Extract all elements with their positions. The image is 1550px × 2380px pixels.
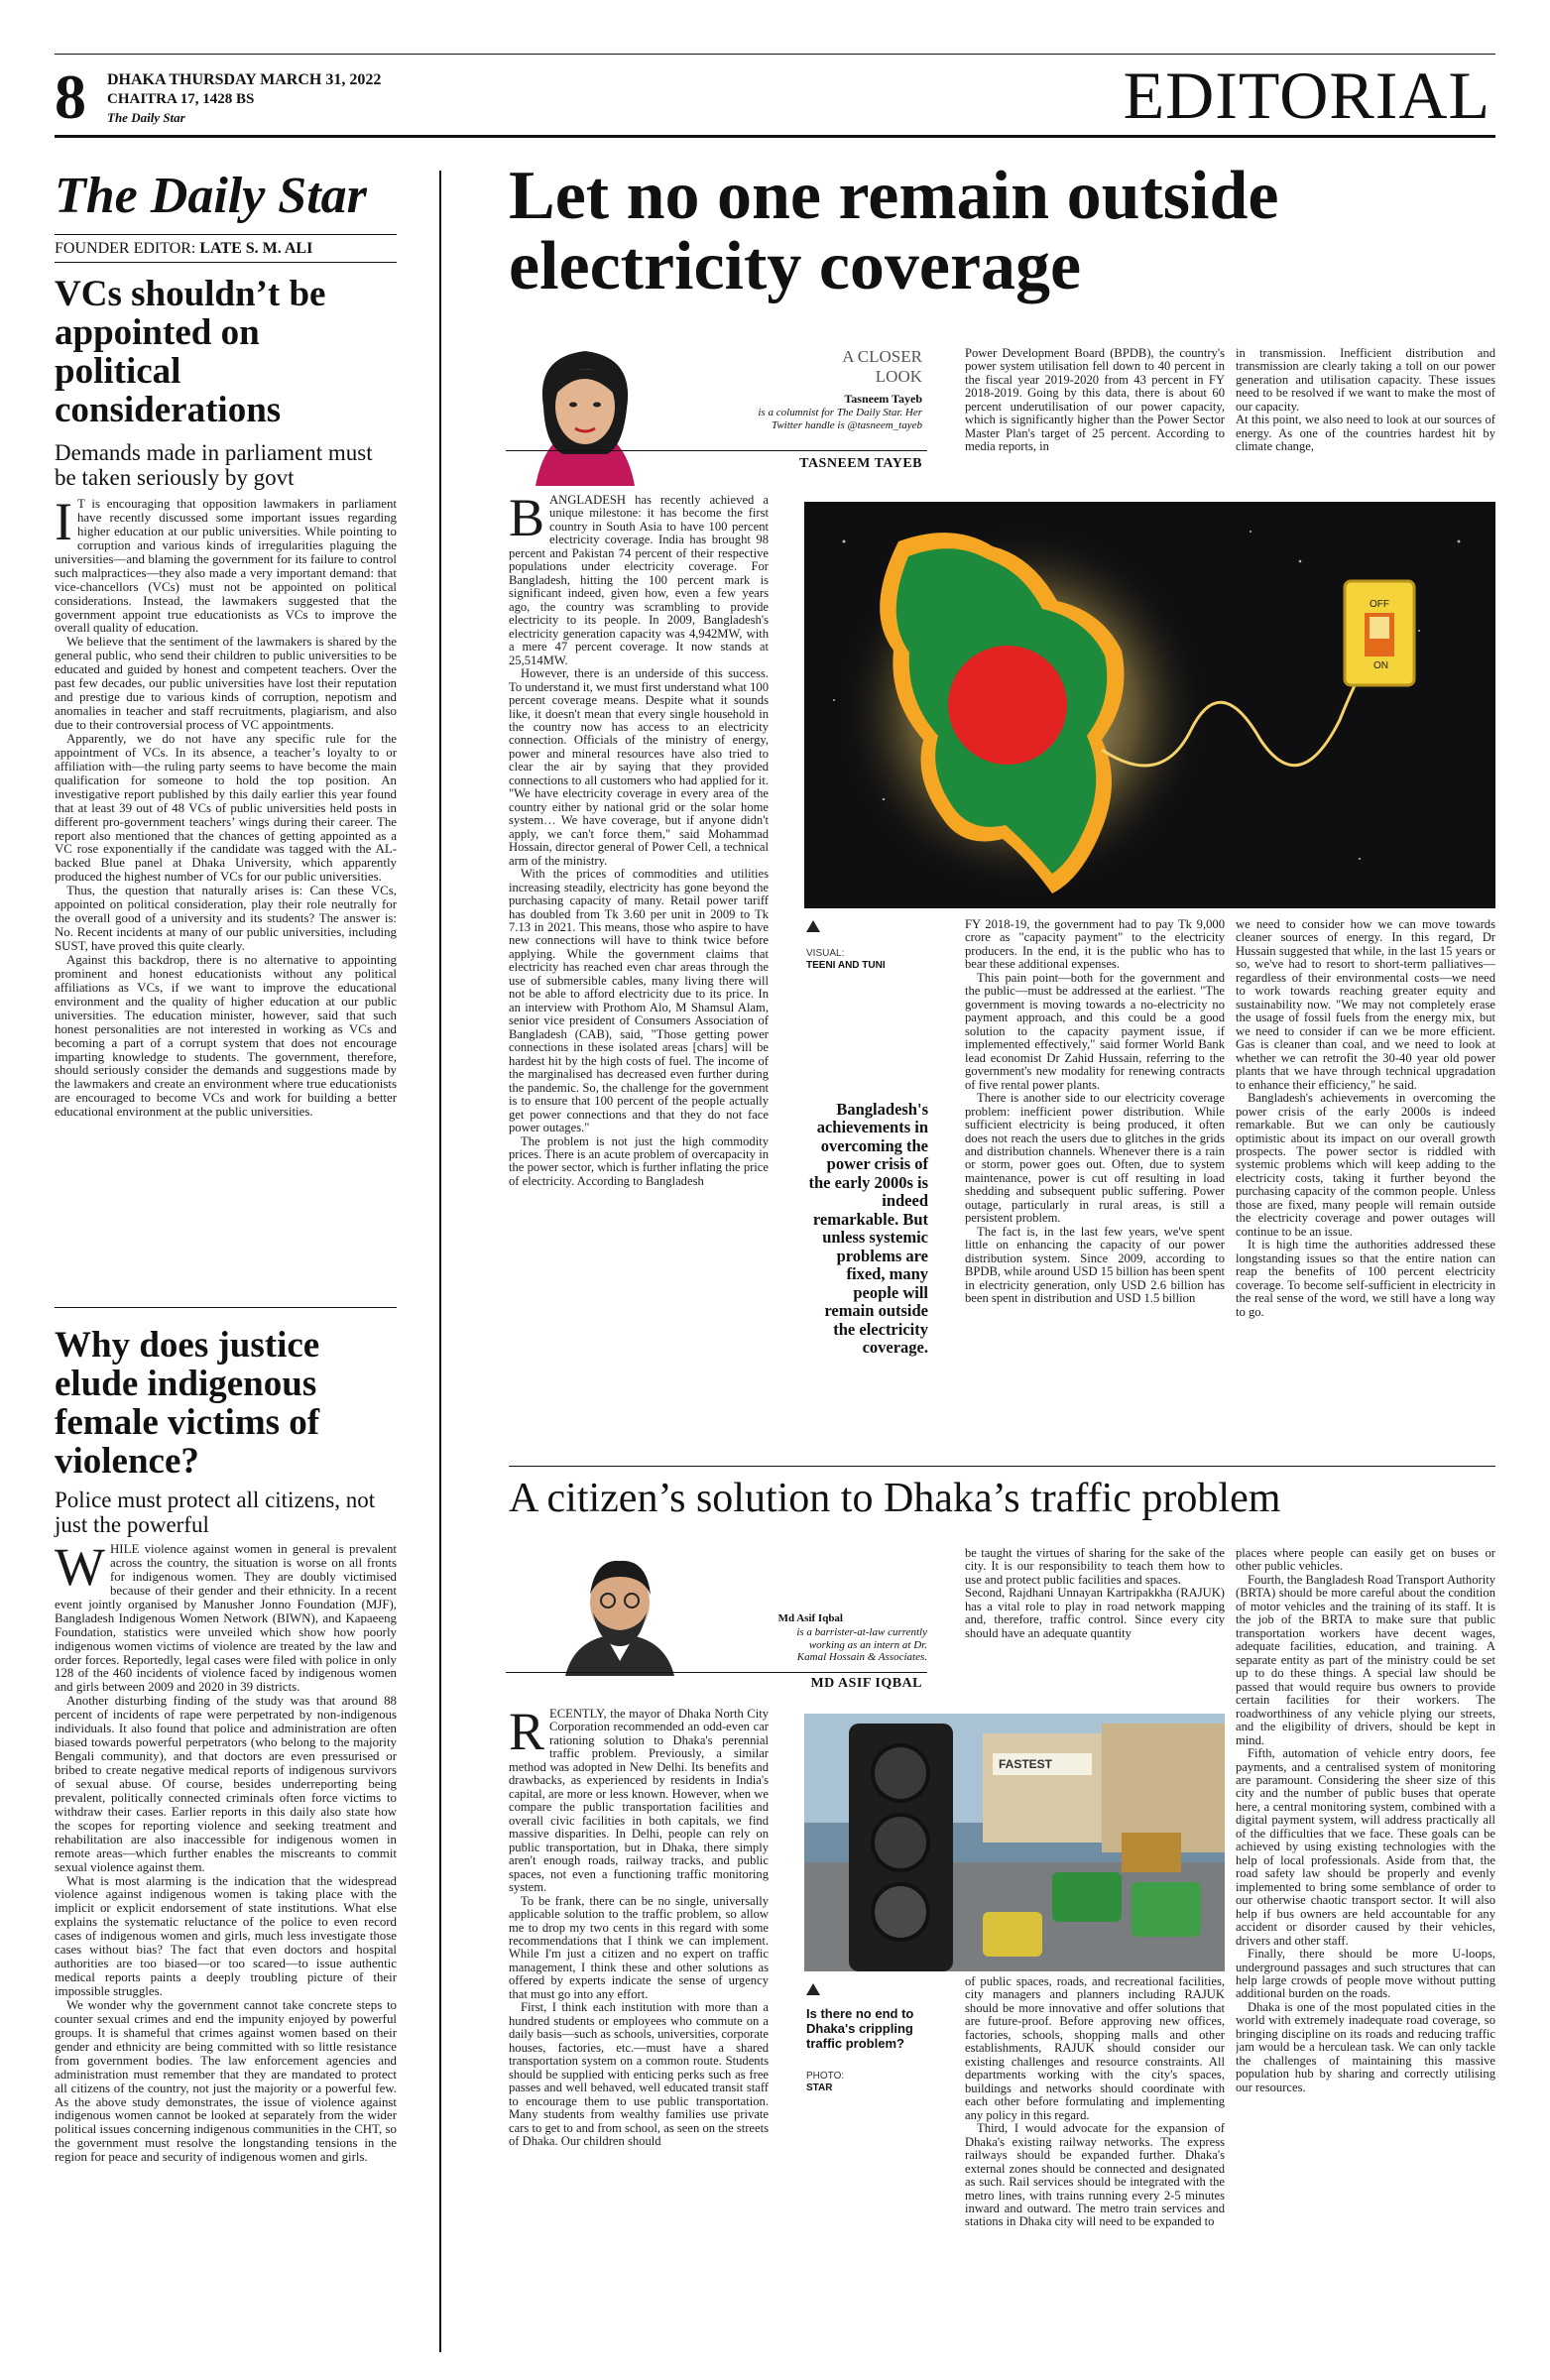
column-name: A CLOSER LOOK [842, 347, 922, 386]
founder-editor [55, 240, 312, 258]
main-para: Bangladesh's achievements in overcoming the power crisis of the early 2000s is indeed remarkable. But we can only be cautiously optimistic about its impact on our overall growth prospects. The power sector is riddled with systemic problems which will keep adding to the electricity costs, taking it further beyond the purchasing capacity of the common people. Unless those are fixed, many people will remain outside the electricity coverage and power outages will continue to be an issue. [1236, 1091, 1495, 1239]
editorial-2-title: Why does justice elude indigenous female victims of violence? [55, 1325, 320, 1482]
shop-sign-text: FASTEST [999, 1757, 1053, 1771]
ed2-para: Another disturbing finding of the study was that around 88 percent of incidents of rape were perpetrated by non-indigenous individuals. It also found that police and administration are often biased towards powerful perpetrators (who belong to the majority Bengali community), and that doctors are even pressurised or bribed to create negative medical reports of indigenous survivors of sexual abuse. Of course, besides underreporting being prevalent, politically connected criminals often force victims to withdraw their cases. Earlier reports in this daily also state how the scopes for reporting violence and seeking treatment and rehabilitation are also inaccessible for indigenous women in remote areas—which further enables the miscreants to commit sexual violence against them. [55, 1694, 397, 1874]
traffic-para: To be frank, there can be no single, universally applicable solution to the traffic problem, so allow me to drop my two cents in this regard with some recommendations that I think we can implement. While I'm just a citizen and no expert on traffic management, I think these and other solutions as offered by experts indicate the sense of urgency that must go into any effort. [509, 1893, 769, 2001]
main-col2-top: Power Development Board (BPDB), the country's power system utilisation fell down to 40 percent in the fiscal year 2019-2020 from 43 percent in FY 2018-2019. Going by this data, there is about 60 percent underutilisation of our power capacity, which is significantly higher than the Power Sector Master Plan's target of 25 percent. According to media reports, in [965, 347, 1225, 454]
editorial-1-title: VCs shouldn’t be appointed on political considerations [55, 274, 326, 430]
main-para: The fact is, in the last few years, we've spent little on enhancing the capacity of our power distribution system. Since 2009, according to BPDB, while around USD 15 billion has been spent in electricity generation, only USD 2.6 billion has been spent in distribution and USD 1.5 billion [965, 1224, 1225, 1306]
traffic-col1 [509, 1708, 769, 2360]
ed2-para: What is most alarming is the indication that the widespread violence against indigenous women is taking place with the implicit or explicit endorsement of state institutions. What else explains the systematic reluctance of the police to even record cases of indigenous women and girls, much less investigate those cases without bias? The fact that even doctors and hospital authorities are too biased—or too scared—to issue authentic medical reports paints a deeply troubling picture of their impossible struggles. [55, 1873, 397, 1998]
founder-name: LATE S. M. ALI [199, 240, 313, 257]
top-rule [55, 54, 1495, 55]
triangle-icon [806, 1983, 820, 1995]
logo-rule [55, 234, 397, 235]
visual-credit: TEENI AND TUNI [806, 960, 886, 971]
author-bio: is a columnist for The Daily Star. Her Twitter handle is @tasneem_tayeb [758, 407, 922, 431]
ed1-para: T is encouraging that opposition lawmakers in parliament have recently discussed some important issues regarding higher education at our public universities. While pointing to corruption and various kinds of irregularities plaguing the universities—and blaming the government for its failure to control such malpractices—they also made a very important demand: that vice-chancellors (VCs) must not be appointed on political considerations. Instead, the lawmakers suggested that the government appoint true educationists as VCs to improve the overall quality of education. [55, 498, 397, 636]
ed1-para: We believe that the sentiment of the lawmakers is shared by the general public, who send their children to public universities to be educated and guided by honest and competent teachers. Over the past few decades, our public universities have lost their reputation and prestige due to various kinds of corruption, nepotism and anomalies in teacher and staff recruitments, plagiarism, and also due to their controversial process of VC appointments. [55, 635, 397, 732]
date-line: DHAKA THURSDAY MARCH 31, 2022 [107, 71, 382, 88]
traffic-author-bio: is a barrister-at-law currently working as an intern at Dr. Kamal Hossain & Associates. [796, 1626, 927, 1664]
author-portrait-asif [555, 1547, 684, 1676]
traffic-byline: MD ASIF IQBAL [810, 1676, 922, 1691]
byline: TASNEEM TAYEB [799, 456, 922, 471]
traffic-para: Fourth, the Bangladesh Road Transport Authority (BRTA) should be more careful about the condition of motor vehicles and the training of its staff. It is the job of the BRTA to make sure that public transportation workers have decent wages, adequate facilities, education, and training. A separate entity as part of the ministry could be set up to do these things. A special law should be passed that would require bus owners to provide certain facilities for their workers. The roadworthiness of any vehicle plying our streets, and the eligibility of drivers, should be kept in mind. [1236, 1572, 1495, 1747]
article-divider [509, 1466, 1495, 1467]
traffic-para: Finally, there should be more U-loops, underground passages and such structures that can help large crowds of people move without putting additional burden on the roads. [1236, 1947, 1495, 2001]
main-col1 [509, 494, 769, 1448]
masthead-rule [55, 135, 1495, 138]
dropcap-i: I [55, 498, 72, 551]
traffic-para: places where people can easily get on buses or other public vehicles. [1236, 1547, 1495, 1574]
founder-rule [55, 262, 397, 263]
traffic-author-bio-name: Md Asif Iqbal [777, 1612, 843, 1624]
traffic-headline: A citizen’s solution to Dhaka’s traffic problem [509, 1476, 1281, 1521]
traffic-para: Dhaka is one of the most populated cities in the world with extremely inadequate road coverage, so bringing discipline on its roads and reducing traffic jam would be a herculean task. We can only tackle the challenges of maintaining this massive population hub by sharing and correctly utilising our resources. [1236, 1999, 1495, 2094]
traffic-para: Third, I would advocate for the expansion of Dhaka's existing railway networks. The express railways should be expanded further. Dhaka's external zones should be connected and designated as such. Rail services should be integrated with the metro lines, with trains running every 2-5 minutes inward and outward. The metro train services and stations in Dhaka city will need to be expanded to [965, 2121, 1225, 2229]
author-bio-name: Tasneem Tayeb [844, 392, 922, 406]
photo-caption: Is there no end to Dhaka's crippling traffic problem? [806, 2006, 914, 2051]
author-portrait-tasneem [516, 337, 655, 486]
photo-label: PHOTO: [806, 2071, 845, 2082]
visual-label: VISUAL: [806, 948, 845, 959]
dropcap-r: R [509, 1708, 545, 1761]
editorial-2-body [55, 1543, 397, 2346]
ed1-para: Thus, the question that naturally arises is: Can these VCs, appointed on political consideration, play their role neutrally for the overall good of a university and its students? The answer is: No. Recent incidents at many of our public universities, including SUST, have proved this quite clearly. [55, 884, 397, 953]
switch-on-label: ON [1373, 660, 1388, 671]
main-para: we need to consider how we can move towards cleaner sources of energy. In this regard, Dr Hussain suggested that while, in the last 15 years or so, we've had to resort to short-term palliatives—regardless of their environmental costs—we need to work towards reaching greater equity and sustainability now. "We may not completely erase the usage of fossil fuels from the energy mix, but we need to consider if can we be more efficient. Gas is cleaner than coal, and we need to look at whether we can retrofit the 30-40 year old power plants that we have through technical upgradation to enhance their efficiency," he said. [1236, 918, 1495, 1092]
main-headline: Let no one remain outside electricity coverage [509, 158, 1279, 305]
triangle-icon [806, 920, 820, 932]
editorial-divider [55, 1307, 397, 1308]
traffic-para: ECENTLY, the mayor of Dhaka North City Corporation recommended an odd-even car rationing solution to Dhaka's perennial traffic problem. Previously, a similar method was adopted in New Delhi. Its benefits and drawbacks, as experienced by residents in India's capital, are more or less known. However, when we compare the public transportation facilities and overall civic facilities in both capitals, we find massive disparities. In Delhi, people can rely on public transportation, but in Dhaka, there simply aren't enough roads, railway tracks, and public spaces, not even a functioning traffic monitoring system. [509, 1708, 769, 1895]
column-divider [439, 171, 441, 2352]
ed2-para: HILE violence against women in general is prevalent across the country, the situation is worse on all fronts for indigenous women. They are doubly victimised because of their gender and their ethnicity. In a recent event jointly organised by Manusher Jonno Foundation (MJF), Bangladesh Indigenous Women Network (BIWN), and Kapaeeng Foundation, statistics were unveiled which show how poorly indigenous women victims of violence are treated by the law and order forces. Reportedly, legal cases were filed with police in only 128 of the 460 incidents of violence faced by indigenous women and girls between 2009 and 2020 in 39 districts. [55, 1543, 397, 1695]
photo-credit: STAR [806, 2082, 833, 2093]
main-para: ANGLADESH has recently achieved a unique milestone: it has become the first country in South Asia to have 100 percent electricity coverage. India has brought 98 percent and Pakistan 74 percent of their respective populations under electricity coverage. For Bangladesh, hitting the 100 percent mark is significant indeed, given how, even a few years ago, the country was scrambling to provide electricity to its people. In 2009, Bangladesh's electricity generation capacity was 4,942MW, with a mere 47 percent coverage. It now stands at 25,514MW. [509, 494, 769, 667]
dropcap-w: W [55, 1543, 105, 1597]
section-label: EDITORIAL [1123, 58, 1490, 133]
traffic-para: of public spaces, roads, and recreational facilities, city managers and planners including RAJUK should be more innovative and offer solutions that are future-proof. Before approving new offices, factories, schools, shopping malls and other establishments, RAJUK should consider our existing challenges and resource constraints. All departments working with the city's spaces, buildings and networks should coordinate with each other before formulating and implementing any policy in this regard. [965, 1975, 1225, 2122]
dropcap-b: B [509, 494, 545, 547]
page-number: 8 [55, 61, 86, 132]
bangla-date: CHAITRA 17, 1428 BS [107, 91, 255, 107]
traffic-para: Fifth, automation of vehicle entry doors, fee payments, and a centralised system of monitoring are paramount. Considering the sheer size of this city and the number of public buses that operate here, a central monitoring system, combined with a digital payment system, will address practically all of the difficulties that we face. These goals can be achieved by using existing technologies with the help of local professionals. Aside from that, the road safety law should be properly and evenly implemented to bring some semblance of order to our otherwise chaotic transport sector. It will also help if bus owners are held accountable for any accident or disorder caused by their vehicles, drivers and other staff. [1236, 1746, 1495, 1948]
traffic-photo [804, 1714, 1225, 1971]
editorial-1-body [55, 498, 397, 1291]
main-para: It is high time the authorities addressed these longstanding issues so that the entire nation can reap the benefits of 100 percent electricity coverage. To become self-sufficient in electricity in the real sense of the word, we still have a long way to go. [1236, 1238, 1495, 1319]
main-para: This pain point—both for the government and the public—must be addressed at the earliest. "The government is moving towards a no-electricity no payment approach, and this could be a good solution to the capacity payment issue, if implemented effectively," said former World Bank lead economist Dr Zahid Hussain, referring to the government's new modality for renewing contracts of five rental power plants. [965, 970, 1225, 1092]
switch-off-label: OFF [1370, 599, 1389, 610]
traffic-col3 [1236, 1547, 1495, 2360]
main-para: However, there is an underside of this success. To understand it, we must first understand what 100 percent coverage means. Despite what it sounds like, it doesn't mean that every single household in the country now has access to an electricity connection. Officials of the ministry of energy, power and mineral resources have also tried to clear the air by saying that they provided connections to all customers who had applied for it. "We have electricity coverage in every area of the country either by national grid or the solar home system… We have coverage, but if anyone didn't apply, we can't force them," said Mohammad Hossain, director general of Power Cell, a technical arm of the ministry. [509, 666, 769, 868]
editorial-2-subtitle: Police must protect all citizens, not just the powerful [55, 1488, 376, 1538]
main-para: The problem is not just the high commodity prices. There is an acute problem of overcapacity in the power sector, which is further inflating the price of electricity. According to Bangladesh [509, 1133, 769, 1188]
ed1-para: Apparently, we do not have any specific rule for the appointment of VCs. In its absence, a teacher’s loyalty to or affiliation with—the ruling party seems to have become the main qualification for someone to hold the top position. An investigative report published by this daily earlier this year found that at least 39 out of 48 VCs of public universities held posts in different pro-government teachers’ wings during their career. The report also mentioned that the chances of getting appointed as a VC rose exponentially if the candidate was tagged with the AL-backed Blue panel at Dhaka University, which apparently produced the highest number of VCs for our public universities. [55, 731, 397, 885]
traffic-byline-rule [506, 1672, 927, 1673]
traffic-col2-bottom [965, 1975, 1225, 2360]
ed2-para: We wonder why the government cannot take concrete steps to counter sexual crimes and end the impunity enjoyed by powerful groups. It is shameful that crimes against women based on their gender and ethnicity are being committed with so little resistance from government bodies. The law enforcement agencies and administration must remember that they are mandated to protect all citizens of the country, not just the majority or a powerful few. As the above study demonstrates, the issue of violence against indigenous women cannot be looked at separately from the wider political issues concerning indigenous communities in the CHT, so the government must resolve the longstanding tensions in the region for peace and security of indigenous women and girls. [55, 1997, 397, 2165]
ed1-para: Against this backdrop, there is no alternative to appointing prominent and honest educationists without any political affiliations as VCs, if we want to improve the educational environment and the quality of higher education at our public universities. The education minister, however, said that such honest personalities are not interested in working as VCs and becoming a part of a corrupt system that does not encourage imparting knowledge to students. The government, therefore, should seriously consider the demands and suggestions made by the lawmakers and create an environment where true educationists are encouraged to become VCs and work for building a better educational environment at the public universities. [55, 952, 397, 1120]
main-para: There is another side to our electricity coverage problem: inefficient power distribution. While sufficient electricity is being produced, it often does not reach the users due to glitches in the grids and distribution channels. Whenever there is a rain or storm, power goes out. Often, due to system maintenance, power is cut off resulting in load shedding and subsequent public suffering. Power outage, particularly in rural areas, is still a persistent problem. [965, 1091, 1225, 1226]
electricity-illustration [804, 502, 1495, 908]
main-col2-bottom [965, 918, 1225, 1448]
pull-quote: Bangladesh's achievements in overcoming the power crisis of the early 2000s is indeed remarkable. But unless systemic problems are fixed, many people will remain outside the electricity coverage. [808, 1100, 928, 1358]
byline-rule [506, 450, 927, 451]
main-para: FY 2018-19, the government had to pay Tk 9,000 crore as "capacity payment" to the electricity producers. In the end, it is the public who has to bear these additional expenses. [965, 918, 1225, 972]
small-logo: The Daily Star [107, 110, 185, 125]
traffic-col2-top: be taught the virtues of sharing for the sake of the city. It is our responsibility to teach them how to use and protect public facilities and spaces. Second, Rajdhani Unnayan Kartripakkha (RAJUK) has a vital role to play in road network mapping and, therefore, traffic control. Since every city should have an adequate quantity [965, 1547, 1225, 1640]
founder-label: FOUNDER EDITOR: [55, 240, 200, 257]
main-col3-top: in transmission. Inefficient distribution and transmission are clearly taking a toll on our power generation and utilisation capacity. These issues need to be resolved if we want to make the most of our capacity. At this point, we also need to look at our sources of energy. As one of the countries hardest hit by climate change, [1236, 347, 1495, 454]
newspaper-logo: The Daily Star [55, 168, 367, 224]
editorial-1-subtitle: Demands made in parliament must be taken seriously by govt [55, 440, 373, 491]
main-col3-bottom [1236, 918, 1495, 1448]
main-para: With the prices of commodities and utilities increasing steadily, electricity has gone beyond the purchasing capacity of many. Retail power tariff has doubled from Tk 3.60 per unit in 2009 to Tk 7.13 in 2021. This means, those who aspire to have new connections will have to think twice before applying. While the government claims that electricity has reached even char areas through the use of submersible cables, many living there will not be able to afford electricity due to its price. In an interview with Prothom Alo, M Shamsul Alam, senior vice president of Consumers Association of Bangladesh (CAB), said, "Those getting power connections in these isolated areas [chars] will be hardest hit by the high costs of fuel. The income of the marginalised has decreased even further during the pandemic. So, the challenge for the government is to ensure that 100 percent of the people actually get power connections and that they do not face power outages." [509, 867, 769, 1135]
traffic-para: First, I think each institution with more than a hundred students or employees who commute on a daily basis—such as schools, universities, corporate houses, factories, etc.—must have a shared transportation system on a common route. Students should be supplied with enticing perks such as free passes and well behaved, well educated transit staff to encourage them to use public transportation. Many students from wealthy families use private cars to get to and from school, as seen on the streets of Dhaka. Our children should [509, 2000, 769, 2148]
